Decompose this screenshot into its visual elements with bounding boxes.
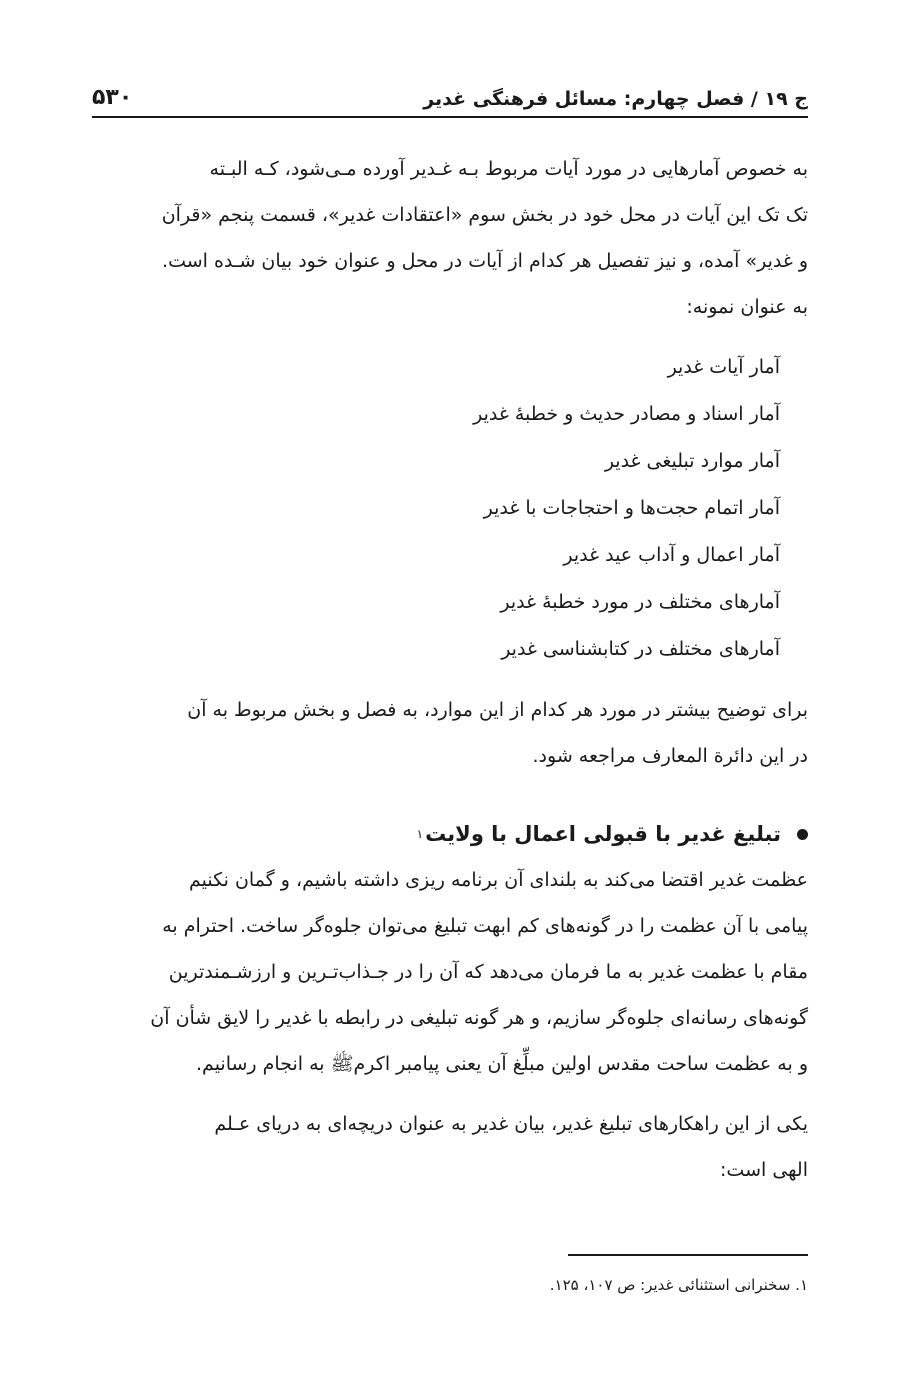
list-item: آمار اعمال و آداب عید غدیر [563,544,780,566]
section-title: تبلیغ غدیر با قبولی اعمال با ولایت [425,822,781,846]
text-line: تک تک این آیات در محل خود در بخش سوم «اعتقادات غدیر»، قسمت پنجم «قرآن [161,204,808,226]
spacer [92,330,808,344]
spacer [92,1087,808,1101]
text-line: به عنوان نمونه: [686,296,808,318]
text-line: مقام با عظمت غدیر به ما فرمان می‌دهد که آن را در جـذاب‌تـرین و ارزشـمندترین [168,961,808,983]
text-line: پیامی با آن عظمت را در گونه‌های کم ابهت تبلیغ می‌توان جلوه‌گر ساخت. احترام به [162,915,808,937]
text-line: یکی از این راهکارهای تبلیغ غدیر، بیان غدیر به عنوان دریچه‌ای به دریای عـلم [214,1113,808,1135]
list-item: آمارهای مختلف در مورد خطبهٔ غدیر [500,591,780,613]
text-line: الهی است: [720,1159,808,1181]
bullet-icon [797,829,808,840]
explanation-paragraph [92,687,808,779]
book-page [92,0,808,1390]
page-body [92,146,808,1193]
text-line: گونه‌های رسانه‌ای جلوه‌گر سازیم، و هر گونه تبلیغی در رابطه با غدیر را لایق شأن آن [150,1007,808,1029]
intro-paragraph [92,146,808,330]
list-item: آمار اتمام حجت‌ها و احتجاجات با غدیر [483,497,780,519]
text-line: به خصوص آمارهایی در مورد آیات مربوط بـه غـدیر آورده مـی‌شود، کـه البـته [209,158,808,180]
footnote-divider [568,1254,808,1256]
stats-list [92,344,808,673]
list-item: آمار آیات غدیر [667,356,780,378]
spacer [92,673,808,687]
text-line: و غدیر» آمده، و نیز تفصیل هر کدام از آیات در محل و عنوان خود بیان شـده است. [162,250,808,272]
page-header [92,74,808,118]
section-paragraph-1 [92,857,808,1087]
list-item: آمارهای مختلف در کتابشناسی غدیر [501,638,780,660]
text-line: عظمت غدیر اقتضا می‌کند به بلندای آن برنامه ریزی داشته باشیم، و گمان نکنیم [189,869,808,891]
section-heading [92,811,808,857]
footnote: ۱. سخنرانی استثنائی غدیر: ص ۱۰۷، ۱۲۵. [549,1276,808,1294]
footnote-marker: ۱ [416,827,424,841]
running-title: ج ۱۹ / فصل چهارم: مسائل فرهنگی غدیر [423,88,808,110]
text-line: و به عظمت ساحت مقدس اولین مبلِّغ آن یعنی پیامبر اکرمﷺ به انجام رسانیم. [196,1053,808,1075]
list-item: آمار اسناد و مصادر حدیث و خطبهٔ غدیر [473,403,780,425]
list-item: آمار موارد تبلیغی غدیر [604,450,780,472]
spacer [92,779,808,811]
text-line: در این دائرة المعارف مراجعه شود. [532,745,808,767]
section-paragraph-2 [92,1101,808,1193]
text-line: برای توضیح بیشتر در مورد هر کدام از این موارد، به فصل و بخش مربوط به آن [187,699,808,721]
page-number: ۵۳۰ [92,85,133,110]
